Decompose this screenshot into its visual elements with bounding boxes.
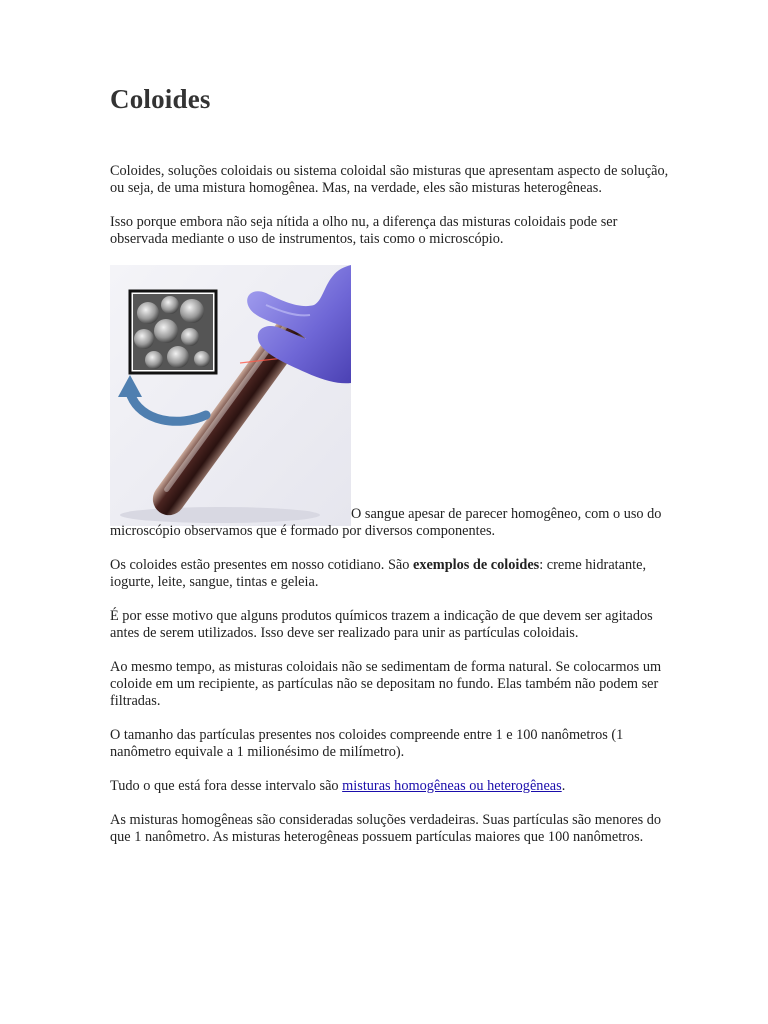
mixtures-text-after: . xyxy=(561,778,566,794)
page-title: Coloides xyxy=(110,84,211,114)
paragraph-intro: Coloides, soluções coloidais ou sistema coloidal são misturas que apresentam aspecto de solução, ou seja, de uma mistura homogênea. Mas, na verdade, eles são misturas heterogêneas. xyxy=(110,163,669,196)
paragraph-sediment: Ao mesmo tempo, as misturas coloidais não se sedimentam de forma natural. Se colocarmos um coloide em um recipiente, as partículas não se depositam no fundo. Elas também não podem ser filtradas. xyxy=(110,659,662,709)
paragraph-true-solutions: As misturas homogêneas são consideradas soluções verdadeiras. Suas partículas são menores do que 1 nanômetro. As misturas heterogêneas possuem partículas maiores que 100 nanômetros. xyxy=(110,812,662,845)
paragraph-examples xyxy=(110,557,670,591)
article-body xyxy=(110,163,670,863)
paragraph-mixtures-link xyxy=(110,778,670,795)
paragraph-particle-size: O tamanho das partículas presentes nos coloides compreende entre 1 e 100 nanômetros (1 nanômetro equivale a 1 milionésimo de milímetro). xyxy=(110,727,624,760)
examples-text-before: Os coloides estão presentes em nosso cotidiano. São xyxy=(110,557,413,573)
paragraph-figure xyxy=(110,265,670,540)
mixtures-link[interactable]: misturas homogêneas ou heterogêneas xyxy=(342,778,562,794)
figure-caption: O sangue apesar de parecer homogêneo, com o uso do microscópio observamos que é formado por diversos componentes. xyxy=(110,506,662,539)
blood-test-tube-image xyxy=(110,265,351,526)
paragraph-shake: É por esse motivo que alguns produtos químicos trazem a indicação de que devem ser agitados antes de serem utilizados. Isso deve ser realizado para unir as partículas coloidais. xyxy=(110,608,653,641)
examples-bold: exemplos de coloides xyxy=(412,557,540,573)
examples-text-after: : creme hidratante, iogurte, leite, sangue, tintas e geleia. xyxy=(110,557,647,590)
mixtures-text-before: Tudo o que está fora desse intervalo são xyxy=(110,778,343,794)
paragraph-microscope: Isso porque embora não seja nítida a olho nu, a diferença das misturas coloidais pode ser observada mediante o uso de instrumentos, tais como o microscópio. xyxy=(110,214,618,247)
